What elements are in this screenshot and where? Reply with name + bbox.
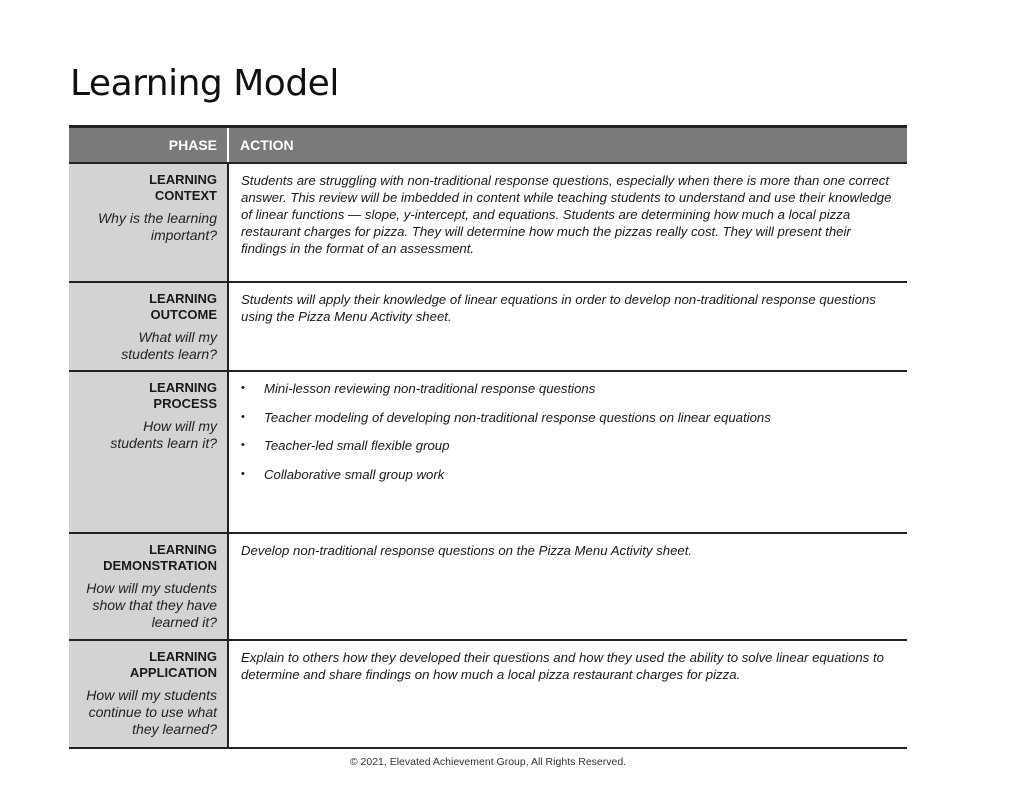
- phase-name-line: LEARNING: [149, 172, 217, 187]
- action-cell: Students are struggling with non-traditional response questions, especially when there is more than one correct answer. This review will be imbedded in content while teaching students to understand and use their knowledge of linear functions — slope, y-intercept, and equations. Students are determining how much a local pizza restaurant charges for pizza. They will determine how much the pizzas really cost. They will present their findings in the format of an assessment.: [241, 173, 892, 256]
- header-action: ACTION: [240, 137, 294, 153]
- bullet-icon: •: [241, 467, 245, 480]
- action-cell: Develop non-traditional response questions on the Pizza Menu Activity sheet.: [241, 543, 693, 558]
- phase-question: Why is the learning important?: [97, 210, 217, 243]
- header-phase: PHASE: [69, 128, 229, 162]
- list-item: [241, 409, 895, 438]
- bullet-icon: •: [241, 382, 245, 394]
- copyright-footer: © 2021, Elevated Achievement Group, All Rights Reserved.: [349, 756, 627, 768]
- phase-cell: [69, 164, 229, 281]
- phase-name-line: LEARNING: [149, 291, 217, 306]
- learning-model-table: [69, 125, 907, 749]
- action-cell: Students will apply their knowledge of linear equations in order to develop non-traditional response questions using the Pizza Menu Activity sheet.: [241, 292, 876, 324]
- phase-name-line: LEARNING: [149, 649, 217, 664]
- phase-name-line: PROCESS: [153, 396, 217, 411]
- action-cell: Explain to others how they developed their questions and how they used the ability to solve linear equations to determine and share findings on how much a local pizza restaurant charges for pizza.: [241, 650, 884, 682]
- list-item: [241, 380, 895, 409]
- table-row: [69, 534, 907, 641]
- process-bullet-list: [241, 380, 895, 494]
- table-header: [69, 128, 907, 164]
- phase-name-line: APPLICATION: [129, 665, 217, 680]
- bullet-icon: •: [241, 410, 245, 423]
- phase-question: How will my students learn it?: [110, 418, 217, 451]
- list-item: [241, 437, 895, 466]
- phase-name: [75, 172, 217, 204]
- table-row: [69, 283, 907, 372]
- phase-cell: [69, 283, 229, 370]
- bullet-text: Collaborative small group work: [264, 466, 445, 482]
- phase-name-line: DEMONSTRATION: [103, 558, 217, 573]
- phase-question: What will my students learn?: [121, 329, 217, 362]
- phase-name: [75, 291, 217, 323]
- phase-name: [75, 649, 217, 681]
- bullet-text: Teacher modeling of developing non-traditional response questions on linear equations: [264, 409, 771, 425]
- bullet-text: Mini-lesson reviewing non-traditional response questions: [264, 381, 596, 396]
- phase-name-line: LEARNING: [149, 380, 217, 395]
- bullet-icon: •: [241, 439, 245, 451]
- phase-cell: [69, 534, 229, 639]
- phase-question: How will my students continue to use what they learned?: [86, 687, 217, 737]
- phase-cell: [69, 372, 229, 532]
- list-item: [241, 466, 895, 495]
- phase-name: [75, 380, 217, 412]
- table-row: [69, 164, 907, 283]
- phase-cell: [69, 641, 229, 747]
- phase-name-line: CONTEXT: [154, 188, 217, 203]
- table-row: [69, 641, 907, 749]
- page-title: Learning Model: [70, 63, 339, 104]
- phase-question: How will my students show that they have learned it?: [86, 580, 217, 630]
- phase-name: [75, 542, 217, 574]
- phase-name-line: OUTCOME: [150, 307, 217, 322]
- bullet-text: Teacher-led small flexible group: [264, 438, 450, 453]
- phase-name-line: LEARNING: [149, 542, 217, 557]
- table-row: [69, 372, 907, 534]
- action-cell: [229, 372, 907, 532]
